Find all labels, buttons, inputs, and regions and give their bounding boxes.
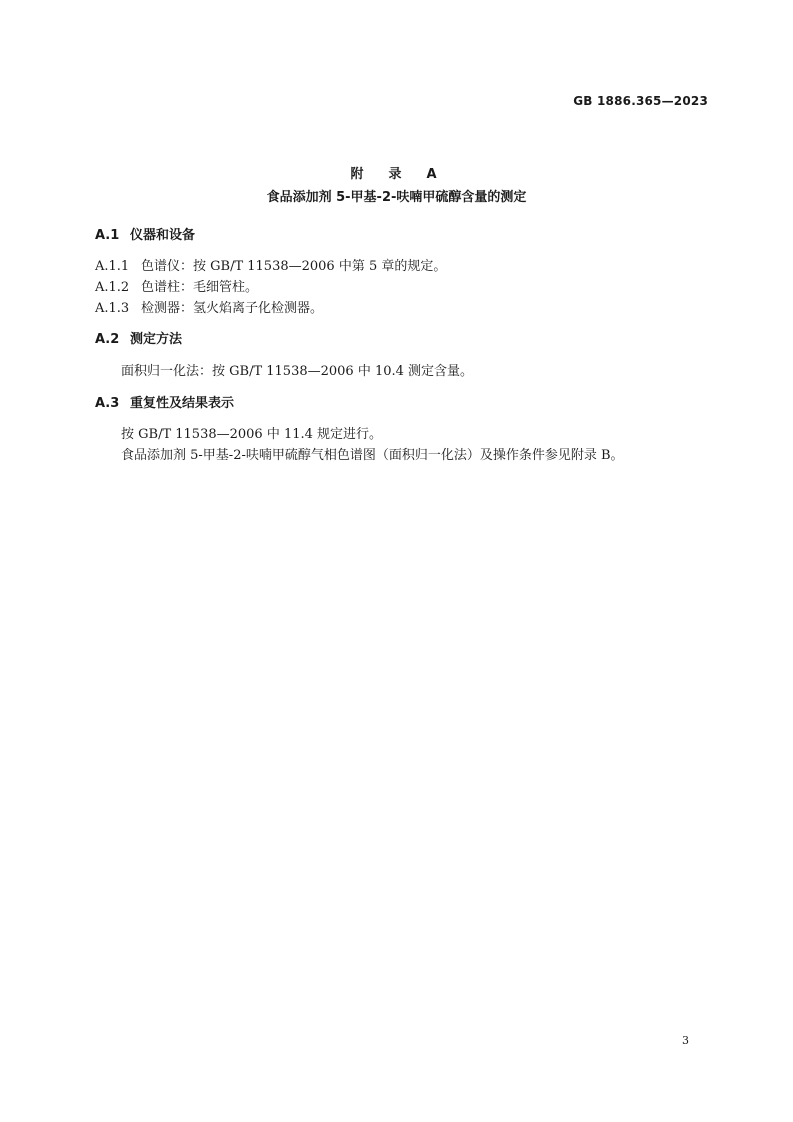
section-title: 测定方法 <box>130 332 183 347</box>
paragraph-a2: 面积归一化法：按 GB/T 11538—2006 中 10.4 测定含量。 <box>121 364 474 379</box>
paragraph-a3-1: 按 GB/T 11538—2006 中 11.4 规定进行。 <box>121 427 383 442</box>
page-number: 3 <box>682 1034 689 1047</box>
appendix-title: 食品添加剂 5-甲基-2-呋喃甲硫醇含量的测定 <box>266 190 527 205</box>
section-number: A.2 <box>95 332 120 347</box>
section-heading-a3 <box>95 396 234 412</box>
clause-text: 检测器：氢火焰离子化检测器。 <box>141 301 324 316</box>
standard-number: GB 1886.365—2023 <box>573 94 708 108</box>
clause-number: A.1.1 <box>95 259 130 274</box>
clause-text: 色谱柱：毛细管柱。 <box>141 280 259 295</box>
section-heading-a1 <box>95 228 195 244</box>
section-number: A.1 <box>95 228 120 243</box>
appendix-label: 附 录 A <box>350 167 443 182</box>
clause-number: A.1.2 <box>95 280 130 295</box>
clause-number: A.1.3 <box>95 301 130 316</box>
section-title: 仪器和设备 <box>130 228 196 243</box>
paragraph-a3-2: 食品添加剂 5-甲基-2-呋喃甲硫醇气相色谱图（面积归一化法）及操作条件参见附录 B。 <box>121 448 624 463</box>
clause-text: 色谱仪：按 GB/T 11538—2006 中第 5 章的规定。 <box>141 259 447 274</box>
clause-a1-1 <box>95 259 446 275</box>
section-title: 重复性及结果表示 <box>130 396 235 411</box>
section-number: A.3 <box>95 396 120 411</box>
section-heading-a2 <box>95 332 182 348</box>
clause-a1-2 <box>95 280 258 296</box>
clause-a1-3 <box>95 301 323 317</box>
